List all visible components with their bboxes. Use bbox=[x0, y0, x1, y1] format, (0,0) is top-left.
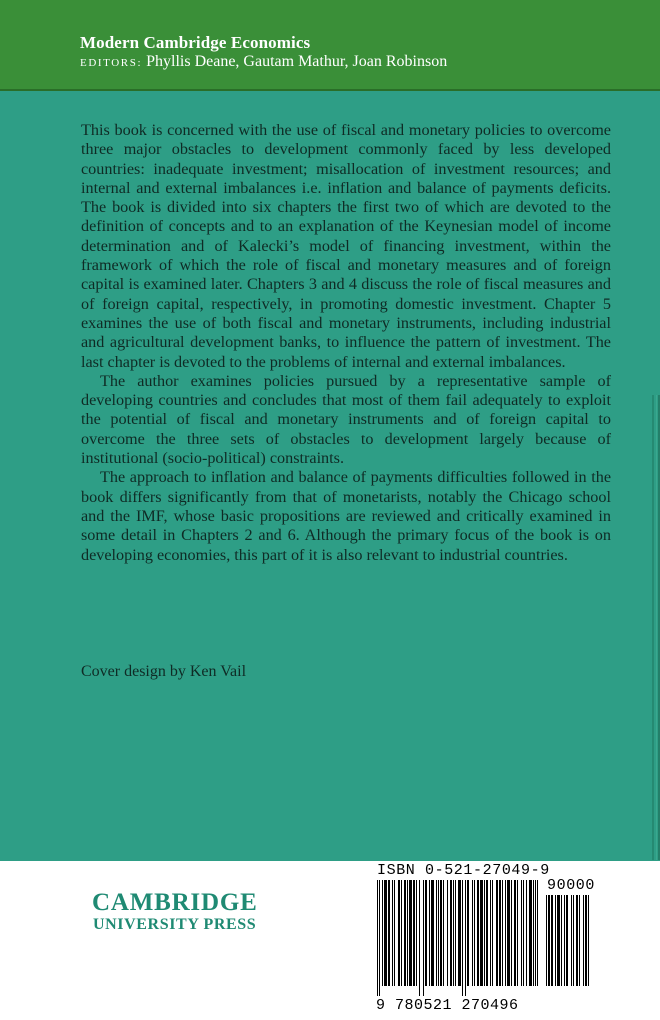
barcode-bar bbox=[474, 880, 475, 986]
barcode-bar bbox=[507, 880, 510, 986]
blurb-text bbox=[81, 121, 611, 565]
barcode-bar bbox=[588, 895, 589, 986]
editors-names: Phyllis Deane, Gautam Mathur, Joan Robinson bbox=[146, 53, 448, 70]
barcode-bar bbox=[576, 895, 578, 986]
barcode-bar bbox=[450, 880, 452, 986]
barcode-bar bbox=[465, 880, 466, 996]
barcode-bar bbox=[564, 895, 565, 986]
barcode-bar bbox=[571, 895, 572, 986]
price-code: 90000 bbox=[547, 877, 596, 894]
barcode-bar bbox=[486, 880, 488, 986]
blurb-paragraph-3: The approach to inflation and balance of payments difficulties followed in the book differs significantly from that of monetarists, notably the Chicago school and the IMF, whose basic propositions are reviewed and critically examined in some detail in Chapters 2 and 6. Although the primary focus of the book is on developing economies, this part of it is also relevant to industrial countries. bbox=[81, 468, 611, 564]
barcode-bar bbox=[407, 880, 408, 986]
barcode-bar bbox=[555, 895, 556, 986]
barcode-bar bbox=[533, 880, 534, 986]
series-title: Modern Cambridge Economics bbox=[80, 33, 311, 52]
barcode-bar bbox=[551, 895, 553, 986]
publisher-logo-line2: UNIVERSITY PRESS bbox=[93, 916, 257, 933]
barcode-bar bbox=[492, 880, 493, 986]
barcode-bar bbox=[521, 880, 522, 986]
barcode-bar bbox=[511, 880, 512, 986]
barcode-bar bbox=[447, 880, 448, 986]
barcode-bar bbox=[429, 880, 430, 986]
barcode-bar bbox=[419, 880, 420, 996]
barcode-bar bbox=[404, 880, 406, 986]
isbn-text: ISBN 0-521-27049-9 bbox=[377, 862, 550, 879]
barcode-bar bbox=[379, 880, 380, 996]
barcode-bar bbox=[423, 880, 424, 996]
editors-label: EDITORS: bbox=[80, 57, 143, 69]
editors-line bbox=[80, 53, 447, 71]
barcode-bar bbox=[535, 880, 536, 986]
barcode-main bbox=[376, 880, 543, 996]
barcode-bar bbox=[579, 895, 580, 986]
barcode-bar bbox=[502, 880, 503, 986]
blurb-paragraph-1: This book is concerned with the use of fiscal and monetary policies to overcome three major obstacles to development commonly faced by less developed countries: inadequate investment; misallocation of investment resources; and internal and external imbalances i.e. inflation and balance of payments deficits. The book is divided into six chapters the first two of which are devoted to the definition of concepts and to an explanation of the Keynesian model of income determination and of Kalecki’s model of financing investment, within the framework of which the role of fiscal and monetary measures and of foreign capital is examined later. Chapters 3 and 4 discuss the role of fiscal measures and of foreign capital, respectively, in promoting domestic investment. Chapter 5 examines the use of both fiscal and monetary instruments, including industrial and agricultural development banks, to influence the pattern of investment. The last chapter is devoted to the problems of internal and external imbalances. bbox=[81, 121, 611, 371]
barcode-bar bbox=[401, 880, 402, 986]
barcode-bar bbox=[523, 880, 524, 986]
barcode-bar bbox=[529, 880, 532, 986]
barcode-bar bbox=[377, 880, 378, 996]
barcode-bar bbox=[514, 880, 516, 986]
barcode-bar bbox=[440, 880, 442, 986]
barcode-bar bbox=[443, 880, 444, 986]
barcode-bar bbox=[499, 880, 501, 986]
barcode-bar bbox=[496, 880, 498, 986]
barcode-bar bbox=[394, 880, 395, 986]
barcode-bar bbox=[467, 880, 469, 986]
barcode-bar bbox=[438, 880, 439, 986]
barcode-bar bbox=[472, 880, 473, 986]
barcode-addon bbox=[545, 895, 608, 996]
barcode-bar bbox=[490, 880, 491, 986]
barcode-bar bbox=[573, 895, 574, 986]
barcode-bar bbox=[480, 880, 483, 986]
barcode-bar bbox=[425, 880, 427, 986]
barcode-bar bbox=[398, 880, 400, 986]
barcode-bar bbox=[484, 880, 485, 986]
band-divider bbox=[0, 89, 660, 91]
barcode-bar bbox=[585, 895, 587, 986]
cover-design-credit: Cover design by Ken Vail bbox=[81, 663, 247, 680]
barcode-bar bbox=[583, 895, 584, 986]
barcode-bar bbox=[548, 895, 550, 986]
barcode-number: 9 780521 270496 bbox=[376, 997, 519, 1014]
barcode-bar bbox=[557, 895, 560, 986]
barcode-bar bbox=[526, 880, 527, 986]
barcode-bar bbox=[477, 880, 479, 986]
barcode-bar bbox=[431, 880, 434, 986]
barcode-bar bbox=[455, 880, 456, 986]
barcode-bar bbox=[453, 880, 454, 986]
barcode-bar bbox=[537, 880, 538, 986]
barcode-bar bbox=[546, 895, 547, 986]
blurb-paragraph-2: The author examines policies pursued by a representative sample of developing countries and concludes that most of them fail adequately to exploit the potential of fiscal and monetary instruments and of foreign capital to overcome the three sets of obstacles to development largely because of institutional (socio-political) constraints. bbox=[81, 371, 611, 468]
barcode-bar bbox=[517, 880, 518, 986]
barcode-bar bbox=[388, 880, 390, 986]
publisher-logo-line1: CAMBRIDGE bbox=[92, 889, 258, 916]
barcode-bar bbox=[384, 880, 387, 986]
barcode-bar bbox=[458, 880, 461, 986]
barcode-bar bbox=[566, 895, 568, 986]
barcode-bar bbox=[413, 880, 415, 986]
edge-marks bbox=[647, 395, 660, 860]
barcode-bar bbox=[561, 895, 562, 986]
barcode-bar bbox=[505, 880, 506, 986]
barcode-bar bbox=[436, 880, 437, 986]
edge-stripes bbox=[647, 395, 660, 860]
barcode-bar bbox=[462, 880, 463, 996]
barcode-bar bbox=[382, 880, 383, 986]
barcode-bar bbox=[409, 880, 412, 986]
barcode-bar bbox=[392, 880, 393, 986]
barcode-bar bbox=[416, 880, 417, 986]
